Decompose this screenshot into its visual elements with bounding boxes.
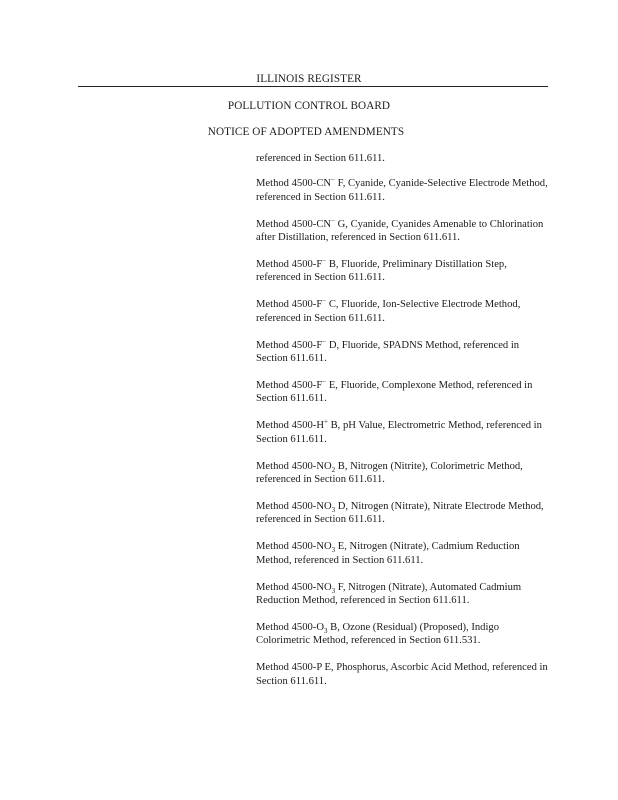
ion-subscript: 3	[331, 546, 336, 555]
method-description: C, Fluoride, Ion-Selective Electrode Method, referenced in Section 611.611.	[256, 299, 521, 324]
method-code: Method 4500-CN	[256, 218, 332, 230]
method-code: Method 4500-CN	[256, 178, 332, 190]
method-entry	[256, 661, 551, 688]
register-title: ILLINOIS REGISTER	[256, 73, 362, 85]
method-description: G, Cyanide, Cyanides Amenable to Chlorination after Distillation, referenced in Section 611.611.	[256, 218, 544, 244]
method-description: F, Cyanide, Cyanide-Selective Electrode Method, referenced in Section 611.611.	[256, 178, 548, 203]
ion-charge: −	[331, 216, 335, 225]
ion-subscript: 3	[331, 586, 336, 595]
method-code: Method 4500-NO	[256, 500, 332, 512]
method-list	[256, 152, 551, 701]
method-description: B, Nitrogen (Nitrite), Colorimetric Method, referenced in Section 611.611.	[256, 460, 523, 485]
board-name: POLLUTION CONTROL BOARD	[227, 100, 391, 112]
ion-charge: −	[331, 175, 335, 184]
method-entry	[256, 419, 551, 446]
ion-charge: +	[323, 417, 328, 426]
method-code: Method 4500-NO	[256, 541, 332, 553]
ion-charge: −	[322, 296, 327, 305]
ion-subscript: 3	[331, 506, 336, 515]
method-description: referenced in Section 611.611.	[256, 153, 385, 164]
method-code: Method 4500-NO	[256, 460, 332, 472]
method-entry	[256, 379, 551, 406]
method-description: D, Nitrogen (Nitrate), Nitrate Electrode Method, referenced in Section 611.611.	[256, 500, 544, 526]
method-entry	[256, 339, 551, 366]
method-description: D, Fluoride, SPADNS Method, referenced in Section 611.611.	[256, 339, 520, 365]
method-description: F, Nitrogen (Nitrate), Automated Cadmium Reduction Method, referenced in Section 611.611.	[256, 581, 522, 606]
method-description: B, Ozone (Residual) (Proposed), Indigo Colorimetric Method, referenced in Section 611.531.	[256, 621, 500, 647]
method-entry	[256, 581, 551, 608]
notice-title: NOTICE OF ADOPTED AMENDMENTS	[207, 126, 405, 138]
method-entry	[256, 218, 551, 245]
method-entry	[256, 298, 551, 325]
method-entry	[256, 500, 551, 527]
method-code: Method 4500-F	[256, 299, 323, 311]
ion-subscript: 3	[323, 626, 328, 635]
method-description: B, pH Value, Electrometric Method, referenced in Section 611.611.	[256, 420, 542, 445]
method-entry	[256, 177, 551, 204]
method-entry	[256, 258, 551, 285]
ion-charge: −	[322, 256, 327, 265]
method-code: Method 4500-O	[256, 621, 324, 633]
ion-subscript: 2	[331, 465, 336, 474]
method-entry	[256, 152, 551, 165]
header-rule	[78, 86, 548, 87]
method-description: Method 4500-P E, Phosphorus, Ascorbic Acid Method, referenced in Section 611.611.	[256, 662, 548, 687]
method-description: E, Fluoride, Complexone Method, referenced in Section 611.611.	[256, 379, 533, 405]
method-code: Method 4500-F	[256, 259, 323, 271]
method-entry	[256, 540, 551, 567]
method-entry	[256, 621, 551, 648]
method-description: B, Fluoride, Preliminary Distillation Step, referenced in Section 611.611.	[256, 259, 507, 284]
method-description: E, Nitrogen (Nitrate), Cadmium Reduction Method, referenced in Section 611.611.	[256, 541, 520, 566]
method-code: Method 4500-F	[256, 379, 323, 391]
ion-charge: −	[322, 377, 327, 386]
method-code: Method 4500-NO	[256, 581, 332, 593]
method-code: Method 4500-H	[256, 420, 324, 432]
ion-charge: −	[322, 337, 327, 346]
method-code: Method 4500-F	[256, 339, 323, 351]
method-entry	[256, 460, 551, 487]
